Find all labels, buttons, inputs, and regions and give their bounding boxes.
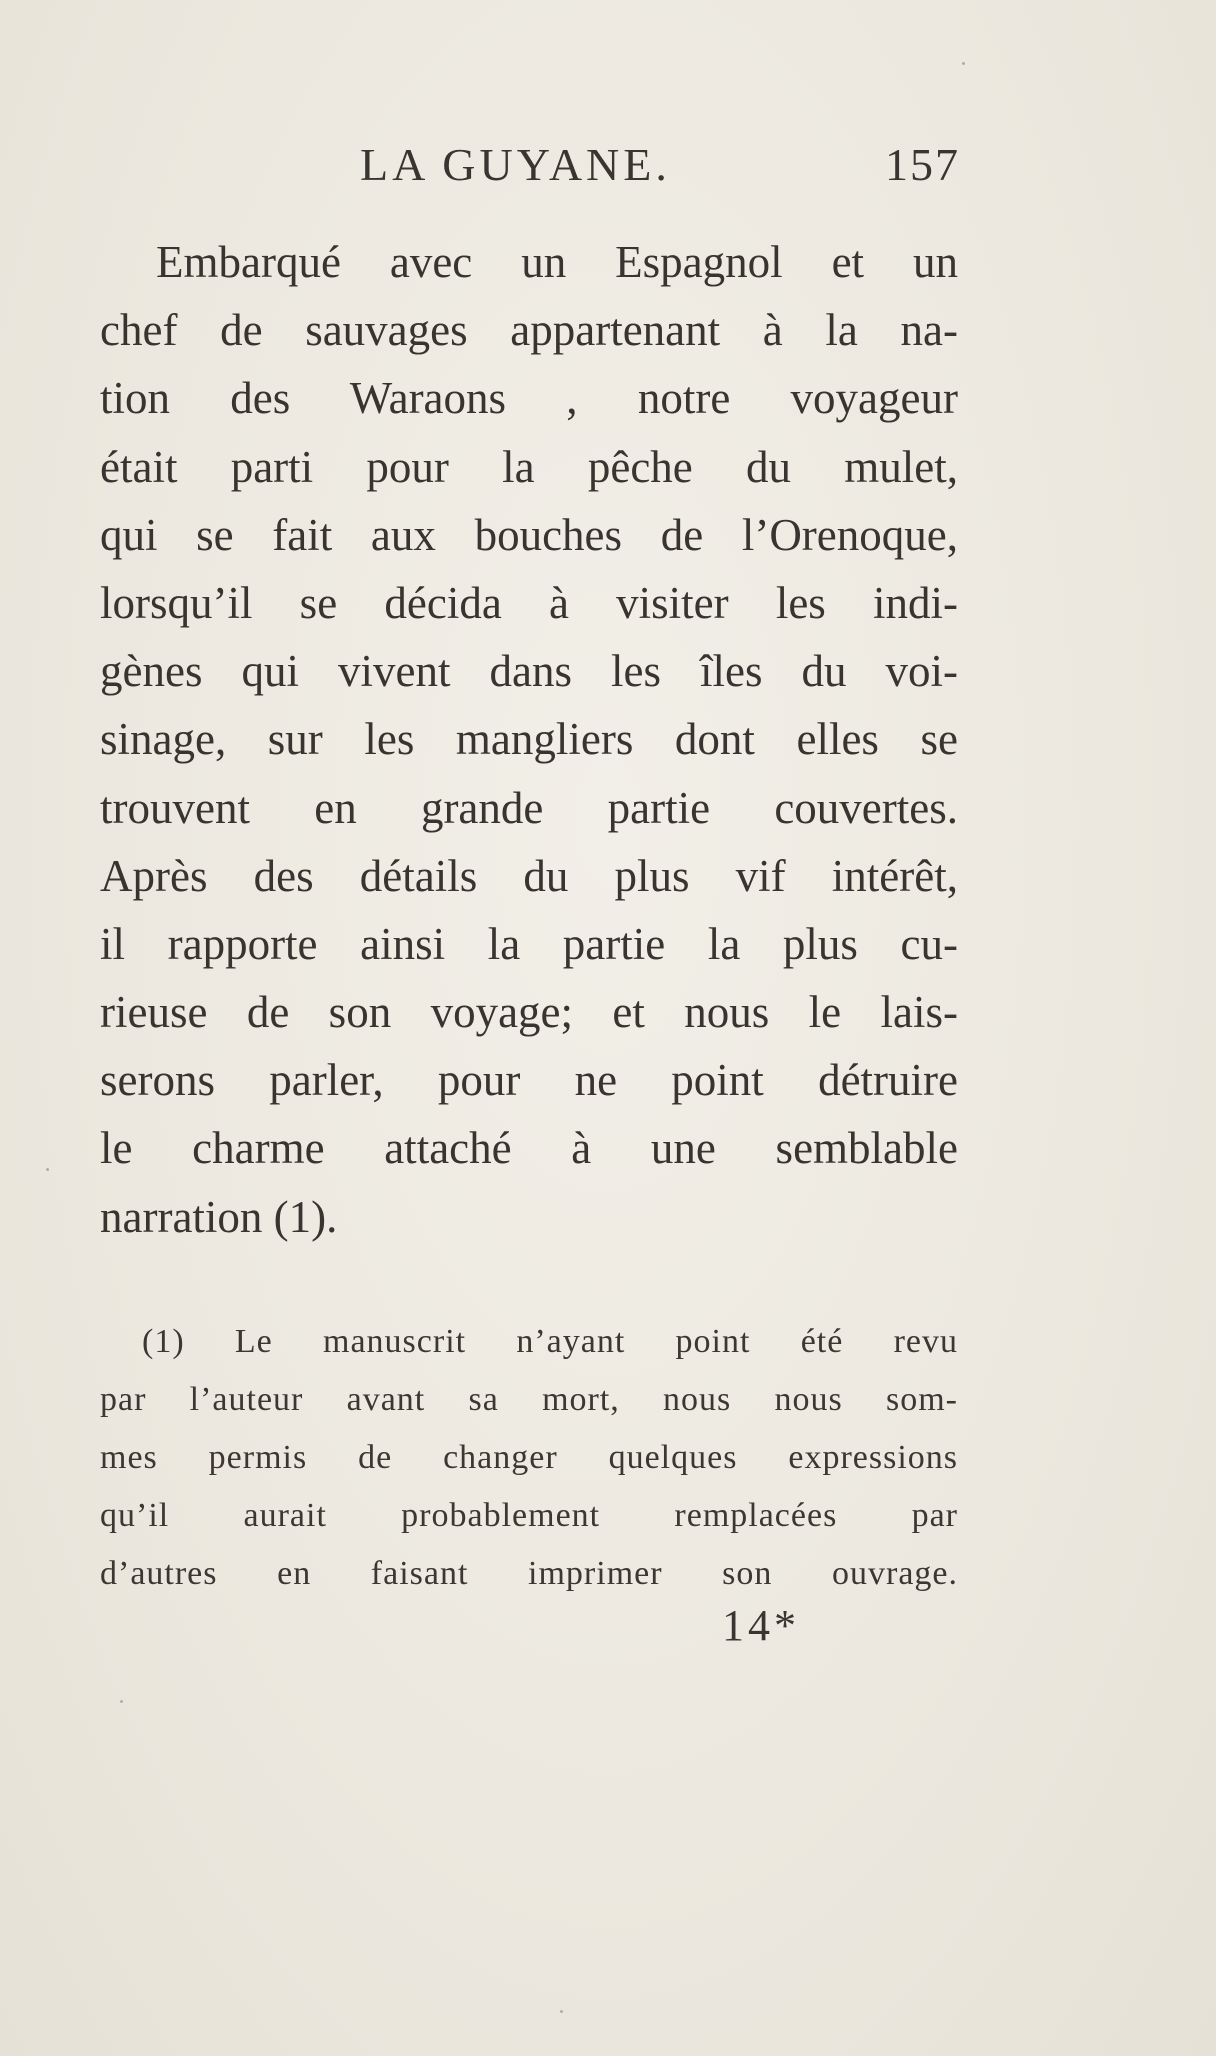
text-line: Embarqué avec un Espagnol et un [156, 237, 958, 287]
signature-mark: 14* [722, 1601, 800, 1650]
text-line: le charme attaché à une semblable [100, 1123, 958, 1174]
footnote [100, 1313, 958, 1603]
paper-speck [46, 1168, 49, 1171]
text-line: qui se fait aux bouches de l’Orenoque, [100, 509, 958, 560]
text-line: rieuse de son voyage; et nous le lais- [100, 987, 958, 1038]
page-number: 157 [885, 139, 960, 190]
main-text [100, 228, 958, 1251]
text-line: chef de sauvages appartenant à la na- [100, 305, 958, 356]
text-line: gènes qui vivent dans les îles du voi- [100, 646, 958, 697]
running-title: LA GUYANE. [360, 139, 671, 190]
text-line: était parti pour la pêche du mulet, [100, 441, 958, 492]
text-line: trouvent en grande partie couvertes. [100, 782, 958, 833]
text-line: Après des détails du plus vif intérêt, [100, 850, 958, 901]
footnote-line: mes permis de changer quelques expressions [100, 1439, 958, 1476]
footnote-line: qu’il aurait probablement remplacées par [100, 1497, 958, 1534]
text-line: lorsqu’il se décida à visiter les indi- [100, 577, 958, 628]
text-line: sinage, sur les mangliers dont elles se [100, 714, 958, 765]
paper-speck [560, 2010, 563, 2013]
text-line: il rapporte ainsi la partie la plus cu- [100, 918, 958, 969]
text-line: narration (1). [100, 1191, 338, 1242]
footnote-line: par l’auteur avant sa mort, nous nous som- [100, 1381, 958, 1418]
paper-speck [962, 62, 965, 65]
page-header [100, 138, 960, 198]
text-line: serons parler, pour ne point détruire [100, 1055, 958, 1106]
text-line: tion des Waraons , notre voyageur [100, 373, 958, 424]
paper-speck [120, 1700, 123, 1703]
footnote-line: d’autres en faisant imprimer son ouvrage. [100, 1555, 958, 1592]
footnote-line: (1) Le manuscrit n’ayant point été revu [142, 1323, 958, 1360]
